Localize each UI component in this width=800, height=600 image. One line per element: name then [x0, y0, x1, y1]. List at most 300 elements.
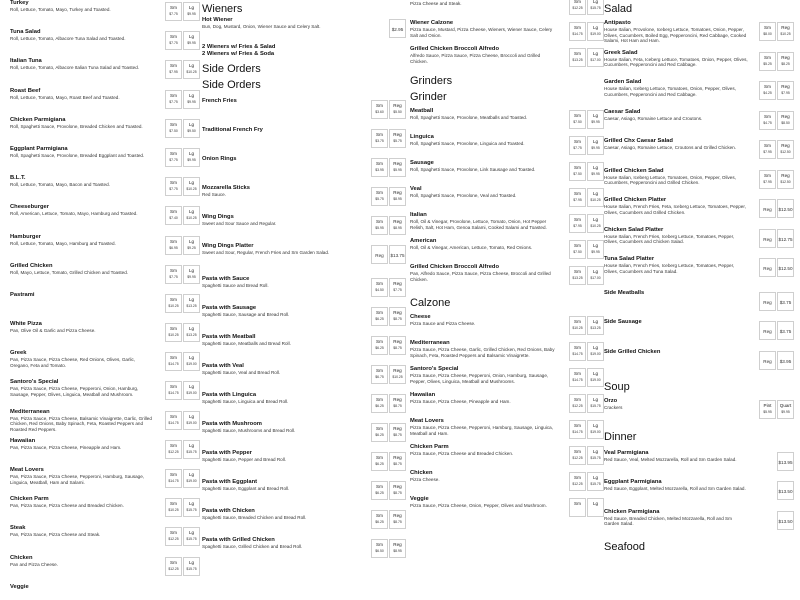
price-value: $7.95 — [169, 70, 178, 75]
price-size-label: Sm — [574, 475, 581, 480]
price-size-label: Sm — [170, 530, 177, 536]
menu-item — [202, 214, 406, 243]
price-box — [371, 394, 388, 413]
menu-item — [202, 98, 406, 127]
price-value: $8.25 — [781, 61, 790, 66]
price-box — [183, 31, 200, 50]
price-box — [183, 177, 200, 196]
price-box — [389, 19, 406, 38]
price-value: $4.25 — [763, 91, 772, 95]
price-size-label: Reg — [781, 113, 790, 119]
menu-item-description: Roll, Lettuce, Tomato, Mayo, Bacon and Toasted. — [10, 182, 110, 188]
menu-item-description: Pan, Pizza Sauce, Pizza Cheese, Pineapple and Ham. — [10, 444, 122, 450]
price-box — [183, 323, 200, 342]
menu-item — [410, 134, 604, 160]
price-size-label: Sm — [574, 139, 581, 144]
price-value: $14.75 — [572, 430, 583, 434]
price-size-label: Lg — [188, 501, 195, 507]
category-side-orders: Side Orders — [202, 63, 261, 75]
price-boxes — [165, 177, 200, 196]
price-box — [183, 352, 200, 371]
menu-item-name: Hawaiian — [410, 392, 436, 398]
price-size-label: Sm — [574, 269, 581, 274]
price-box — [759, 258, 776, 277]
price-box — [165, 381, 182, 400]
price-boxes — [371, 510, 406, 529]
price-size-label: Lg — [592, 113, 599, 118]
menu-item-name: Hot Wiener — [202, 17, 233, 23]
price-box — [759, 52, 776, 71]
menu-item-name: Mediterranean — [10, 408, 50, 415]
price-value: $3.95 — [375, 168, 384, 172]
price-boxes — [569, 446, 604, 465]
menu-item-name: Orzo — [604, 398, 618, 404]
category-side-orders-repeat: Side Orders — [202, 79, 261, 91]
price-value: $10.25 — [590, 198, 601, 202]
menu-item — [10, 117, 200, 146]
price-box — [183, 294, 200, 313]
price-box — [183, 527, 200, 546]
price-box — [165, 206, 182, 225]
price-size-label: Sm — [376, 513, 383, 518]
category-seafood: Seafood — [604, 541, 645, 553]
price-value: Reg — [375, 253, 384, 258]
menu-item — [604, 79, 794, 109]
price-size-label: Reg — [393, 161, 402, 166]
price-value: $5.75 — [393, 139, 402, 143]
price-box — [183, 381, 200, 400]
menu-item — [410, 238, 604, 264]
menu-item-name: Pasta with Meatball — [202, 334, 256, 340]
menu-item-description: Roll, Oil & Vinegar, Provolone, Lettuce, Tomato, Onion, Hot Pepper Relish, Salt, Hot Ham, Genoa Salami, Cooked Salami and Toasted. — [410, 219, 547, 230]
price-value: Reg — [763, 207, 772, 212]
price-value: $7.50 — [573, 172, 582, 176]
menu-item — [10, 467, 200, 496]
menu-item-description: Sweet and Sour Sauce and Regular. — [202, 221, 277, 226]
menu-item — [10, 146, 200, 175]
menu-item-name: Pastrami — [10, 291, 35, 298]
price-boxes — [759, 170, 794, 189]
price-boxes — [165, 323, 200, 342]
calzone-top-list — [410, 0, 604, 72]
menu-item — [10, 234, 200, 263]
price-box — [389, 510, 406, 529]
price-boxes — [759, 400, 794, 419]
price-value: $15.75 — [186, 566, 197, 571]
menu-item-name: B.L.T. — [10, 175, 26, 182]
price-box — [569, 214, 586, 233]
price-value: $15.75 — [590, 482, 601, 486]
menu-item — [604, 138, 794, 168]
menu-item — [10, 584, 200, 600]
price-boxes — [165, 236, 200, 255]
price-value: $14.75 — [572, 378, 583, 382]
price-box — [759, 199, 776, 218]
price-size-label: Reg — [393, 132, 402, 137]
price-box — [777, 199, 794, 218]
price-value: $8.50 — [781, 120, 790, 125]
price-value: $9.95 — [187, 41, 196, 46]
price-size-label: Reg — [781, 143, 790, 148]
price-size-label: Sm — [170, 472, 177, 477]
price-size-label: Lg — [592, 139, 599, 144]
menu-item-text — [604, 479, 794, 492]
price-size-label: Reg — [393, 103, 402, 108]
price-box — [759, 229, 776, 248]
price-boxes — [371, 129, 406, 148]
menu-item-text — [202, 17, 406, 30]
price-box — [569, 394, 586, 413]
price-value: $12.50 — [778, 266, 793, 271]
menu-item-description: Roll, Spaghetti Sauce, Provolone, Breaded Eggplant and Toasted. — [10, 152, 145, 158]
menu-item-description: Alfredo Sauce, Pizza Sauce, Pizza Cheese, Broccoli and Grilled Chicken. — [410, 53, 541, 64]
price-boxes — [371, 539, 406, 558]
price-size-label: Sm — [170, 63, 177, 69]
price-box — [165, 440, 182, 459]
price-size-label: Sm — [574, 345, 581, 350]
price-box — [165, 411, 182, 430]
price-boxes — [371, 423, 406, 442]
price-box — [587, 110, 604, 129]
price-size-label: Reg — [393, 219, 402, 224]
price-box — [165, 294, 182, 313]
price-box — [165, 498, 182, 517]
price-size-label: Lg — [592, 0, 599, 4]
price-box — [569, 342, 586, 361]
menu-item-name: Hamburger — [10, 233, 41, 240]
menu-item — [604, 349, 794, 379]
price-boxes — [759, 321, 794, 340]
price-size-label: Reg — [393, 542, 402, 547]
price-box — [165, 90, 182, 109]
menu-item-name: Eggplant Parmigiana — [10, 145, 68, 152]
wiener-list — [202, 17, 406, 46]
price-size-label: Lg — [592, 345, 599, 350]
menu-item-name: Pasta with Sausage — [202, 305, 257, 311]
menu-item — [604, 256, 794, 286]
menu-item-name: Eggplant Parmigiana — [604, 479, 662, 485]
price-value: $9.95 — [187, 99, 196, 104]
menu-item-description: Red Sauce, Breaded Chicken, Melted Mozzarella, Roll and Sm Garden Salad. — [604, 515, 732, 527]
price-size-label: Sm — [170, 559, 177, 565]
menu-item — [410, 160, 604, 186]
price-box — [183, 148, 200, 167]
price-size-label: Sm — [170, 413, 177, 419]
price-box — [371, 336, 388, 355]
menu-item-name: Antipasto — [604, 20, 631, 26]
menu-item-name: Tuna Salad Platter — [604, 256, 655, 262]
menu-item-description: Spaghetti Sauce, Breaded Chicken and Bread Roll. — [202, 515, 307, 520]
menu-item-text — [10, 584, 200, 591]
soup-list — [604, 398, 794, 428]
price-boxes — [569, 0, 604, 15]
side-orders-list — [202, 98, 406, 272]
menu-item — [604, 290, 794, 320]
menu-item-name: Greek Salad — [604, 49, 638, 56]
price-size-label: Lg — [188, 180, 195, 186]
price-size-label: Sm — [764, 172, 771, 178]
price-box — [165, 527, 182, 546]
menu-item-name: Roast Beef — [10, 87, 41, 94]
price-size-label: Sm — [574, 0, 581, 4]
price-value: $12.25 — [572, 456, 583, 460]
price-box — [371, 187, 388, 206]
price-size-label: Sm — [574, 501, 581, 506]
price-box — [389, 365, 406, 384]
price-boxes — [371, 481, 406, 500]
price-box — [569, 266, 586, 285]
price-box — [389, 187, 406, 206]
price-size-label: Reg — [393, 484, 402, 489]
menu-item-name: Chicken — [10, 554, 33, 561]
menu-item — [202, 185, 406, 214]
price-value: $12.50 — [780, 179, 791, 184]
price-value: $7.75 — [169, 41, 178, 46]
menu-item — [10, 0, 200, 29]
menu-item-name: Pasta with Sauce — [202, 276, 250, 282]
menu-item-name: Mozzarella Sticks — [202, 185, 251, 191]
price-boxes — [759, 140, 794, 159]
price-value: $12.50 — [778, 207, 793, 212]
price-value: Reg — [763, 236, 772, 242]
price-size-label: Sm — [376, 132, 383, 137]
price-size-label: Lg — [188, 296, 195, 302]
menu-item — [410, 444, 604, 470]
price-value: $6.75 — [375, 375, 384, 379]
price-box — [165, 177, 182, 196]
menu-item-name: Veggie — [10, 583, 29, 590]
price-size-label: Sm — [376, 219, 383, 224]
menu-item-description: Pizza Sauce, Pizza Cheese, Pepperoni, Hamburg, Sausage, Linguica, Meatball and Ham. — [410, 425, 554, 436]
menu-item — [410, 314, 604, 340]
menu-item-description: Pan, Alfredo Sauce, Pizza Sauce, Pizza Cheese, Broccoli and Grilled Chicken. — [410, 271, 551, 282]
price-value: $5.25 — [763, 61, 772, 66]
menu-item — [410, 20, 604, 46]
price-boxes — [569, 214, 604, 233]
menu-item-name: Pasta with Pepper — [202, 450, 252, 456]
menu-item-description: Pan, Pizza Sauce, Pizza Cheese, Pepperoni, Hamburg, Sausage, Linguica, Meatball, Ham and Salami. — [10, 474, 145, 485]
price-box — [759, 400, 776, 419]
menu-item-description: Pizza Sauce, Pizza Cheese and Breaded Chicken. — [410, 451, 514, 456]
price-box — [587, 240, 604, 259]
price-box — [587, 498, 604, 517]
price-value: $10.25 — [186, 187, 197, 192]
price-size-label: Lg — [592, 165, 599, 170]
menu-item-description: Pizza Cheese. — [410, 477, 440, 482]
menu-item-name: Grilled Chicken Salad — [604, 167, 664, 174]
price-value: Reg — [763, 266, 772, 271]
price-boxes — [371, 365, 406, 384]
price-value: $6.25 — [375, 346, 384, 350]
menu-item — [604, 20, 794, 50]
price-size-label: Lg — [188, 34, 195, 40]
price-size-label: Sm — [574, 217, 581, 222]
category-salad: Salad — [604, 3, 633, 15]
menu-item-description: House Italian, French Fries, Iceberg Lettuce, Tomatoes, Pepper, Olives, Cucumbers and Chicken Salad. — [604, 233, 735, 245]
price-size-label: Reg — [393, 368, 402, 373]
price-box — [569, 472, 586, 491]
price-boxes — [165, 440, 200, 459]
price-value: $7.95 — [573, 198, 582, 202]
menu-item — [202, 334, 406, 363]
price-value: $9.50 — [187, 128, 196, 133]
menu-item — [202, 392, 406, 421]
menu-item-description: Bun, Dog, Mustard, Onion, Wiener Sauce and Celery Salt. — [202, 24, 321, 29]
menu-item-name: Pasta with Grilled Chicken — [202, 537, 275, 543]
price-box — [165, 2, 182, 21]
price-boxes — [389, 19, 406, 38]
price-value: $19.00 — [590, 352, 601, 356]
price-value: $13.95 — [778, 459, 793, 465]
price-box — [759, 170, 776, 189]
price-box — [777, 511, 794, 530]
price-size-label: Lg — [188, 92, 195, 98]
price-value: $8.75 — [393, 404, 402, 408]
price-box — [389, 216, 406, 235]
price-box — [759, 140, 776, 159]
price-value: $10.25 — [168, 303, 179, 308]
menu-item — [202, 276, 406, 305]
menu-column-1 — [10, 0, 200, 600]
price-box — [759, 111, 776, 130]
price-box — [183, 265, 200, 284]
price-box — [587, 266, 604, 285]
menu-item-description: Roll, Spaghetti Sauce, Provolone, Breaded Chicken and Toasted. — [10, 123, 143, 129]
price-value: $5.75 — [375, 197, 384, 201]
price-box — [569, 48, 586, 67]
price-size-label: Sm — [574, 243, 581, 248]
price-box — [183, 206, 200, 225]
wiener-specials — [202, 44, 406, 58]
price-value: $6.25 — [375, 433, 384, 437]
price-box — [389, 336, 406, 355]
menu-item — [410, 46, 604, 72]
price-value: $3.95 — [779, 358, 792, 364]
price-value: Reg — [763, 299, 772, 305]
price-value: $19.00 — [186, 420, 197, 425]
menu-item-description: Spaghetti Sauce, Eggplant and Bread Roll. — [202, 486, 290, 491]
price-value: $8.75 — [393, 491, 402, 495]
menu-item — [604, 479, 794, 509]
price-value: $8.75 — [393, 462, 402, 466]
menu-item — [604, 509, 794, 539]
price-size-label: Sm — [574, 423, 581, 428]
price-box — [183, 119, 200, 138]
menu-item-name: Veggie — [410, 496, 429, 502]
price-box — [777, 22, 794, 41]
price-box — [371, 158, 388, 177]
price-value: $9.95 — [781, 410, 790, 414]
price-value: $9.95 — [591, 172, 600, 176]
price-box — [777, 52, 794, 71]
menu-item — [202, 305, 406, 334]
price-size-label: Reg — [393, 339, 402, 344]
price-value: $6.50 — [375, 549, 384, 553]
menu-item — [202, 479, 406, 508]
category-wieners: Wieners — [202, 3, 243, 15]
price-value: $17.00 — [590, 58, 601, 62]
price-box — [389, 278, 406, 297]
price-box — [587, 368, 604, 387]
price-size-label: Sm — [764, 143, 771, 148]
menu-item — [10, 409, 200, 438]
menu-item — [604, 227, 794, 257]
side-extras-list — [604, 290, 794, 379]
price-boxes — [371, 307, 406, 326]
menu-item — [10, 496, 200, 525]
menu-item-description: Pan, Pizza Sauce, Pizza Cheese, Red Onions, Olives, Garlic, Oregano, Feta and Tomato. — [10, 357, 136, 368]
price-box — [165, 148, 182, 167]
menu-item-name: Grilled Chx Caesar Salad — [604, 138, 673, 144]
price-box — [371, 365, 388, 384]
price-size-label: Lg — [592, 25, 599, 30]
price-size-label: Lg — [592, 217, 599, 222]
price-size-label: Sm — [170, 267, 177, 273]
menu-item-name: Side Meatballs — [604, 289, 645, 296]
price-size-label: Sm — [764, 113, 771, 119]
menu-item-description: House Italian, Iceberg Lettuce, Tomatoes, Onion, Pepper, Olives, Cucumbers, Pepperoncini and Grilled Chicken. — [604, 174, 736, 186]
price-box — [183, 411, 200, 430]
price-value: $7.75 — [169, 187, 178, 192]
menu-item-name: French Fries — [202, 98, 237, 104]
price-boxes — [569, 498, 604, 517]
menu-item — [604, 197, 794, 227]
menu-item-name: Chicken Parm — [10, 496, 49, 503]
price-box — [389, 245, 406, 264]
price-boxes — [777, 452, 794, 471]
price-box — [759, 351, 776, 370]
menu-item-name: Sausage — [410, 160, 434, 166]
menu-item-name: Pasta with Linguica — [202, 392, 257, 398]
price-box — [759, 292, 776, 311]
price-boxes — [165, 381, 200, 400]
menu-item-name: Italian — [410, 212, 427, 218]
menu-item-name: Grilled Chicken Broccoli Alfredo — [410, 264, 500, 270]
menu-item-name: Chicken Parmigiana — [604, 508, 660, 515]
price-size-label: Sm — [376, 397, 383, 402]
price-box — [371, 539, 388, 558]
price-box — [569, 316, 586, 335]
price-box — [587, 214, 604, 233]
price-box — [587, 420, 604, 439]
menu-item-text — [604, 450, 794, 463]
price-size-label: Reg — [393, 455, 402, 460]
price-value: $3.60 — [375, 110, 384, 114]
price-boxes — [165, 148, 200, 167]
price-value: $3.75 — [779, 329, 792, 334]
price-box — [389, 158, 406, 177]
menu-item — [202, 156, 406, 185]
price-size-label: Sm — [764, 54, 771, 60]
price-value: $13.75 — [390, 253, 405, 258]
price-box — [777, 170, 794, 189]
menu-item — [410, 496, 604, 522]
price-value: $12.25 — [572, 404, 583, 408]
price-value: $9.95 — [187, 274, 196, 279]
price-boxes — [569, 22, 604, 41]
menu-item-description: Pan, Pizza Sauce, Pizza Cheese and Breaded Chicken. — [10, 503, 124, 509]
price-size-label: Lg — [592, 449, 599, 454]
menu-item-name: Onion Rings — [202, 156, 237, 162]
price-box — [587, 48, 604, 67]
price-size-label: Lg — [592, 475, 599, 480]
price-size-label: Sm — [170, 384, 177, 390]
price-box — [569, 136, 586, 155]
price-size-label: Reg — [781, 25, 790, 30]
price-value: $6.25 — [375, 520, 384, 524]
menu-item — [10, 263, 200, 292]
price-value: $14.75 — [168, 479, 179, 483]
